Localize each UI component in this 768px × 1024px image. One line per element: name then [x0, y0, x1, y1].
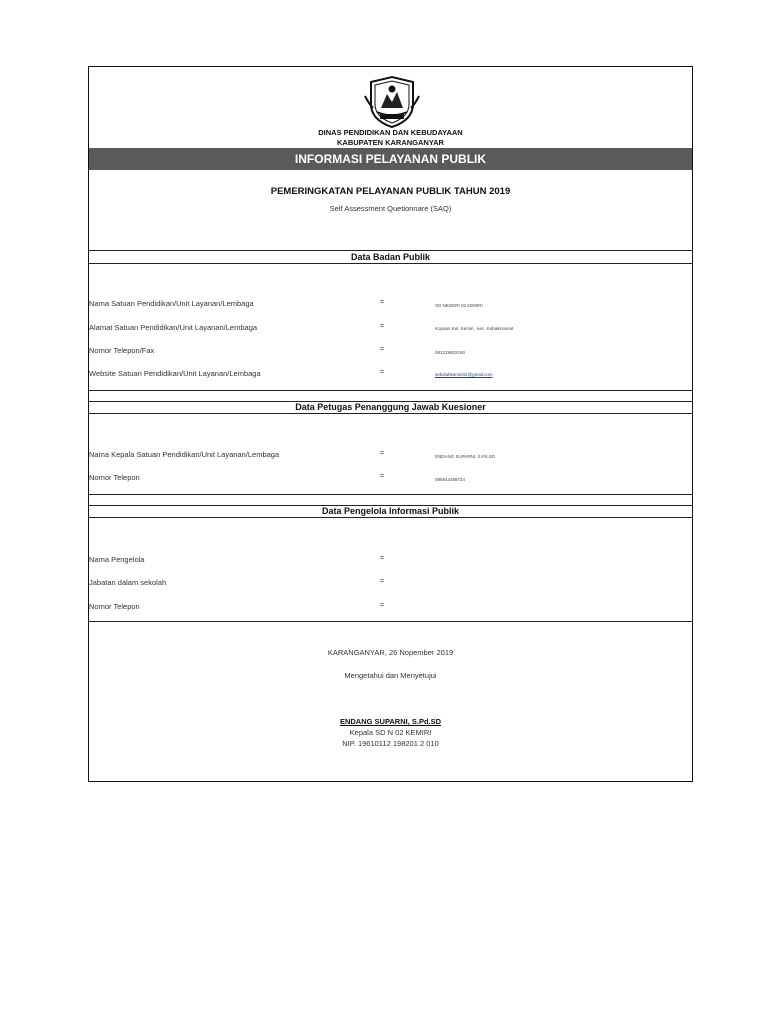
field-label-website: Website Satuan Pendidikan/Unit Layanan/Lembaga	[89, 369, 261, 378]
field-equals: =	[380, 369, 385, 376]
section-heading-petugas: Data Petugas Penanggung Jawab Kuesioner	[295, 402, 486, 412]
field-label-alamat: Alamat Satuan Pendidikan/Unit Layanan/Lembaga	[89, 323, 258, 332]
field-equals: =	[380, 299, 385, 306]
field-equals: =	[380, 450, 385, 457]
field-equals: =	[380, 602, 385, 609]
section-heading-pengelola: Data Pengelola Informasi Publik	[321, 506, 460, 516]
field-value-nama-satuan: SD NEGERI 02 KEMIRI	[435, 303, 483, 308]
field-value-telepon-fax: 081229802190	[435, 350, 466, 355]
banner-title: INFORMASI PELAYANAN PUBLIK	[89, 148, 692, 170]
field-label-nama-kepala: Nama Kepala Satuan Pendidikan/Unit Layanan/Lembaga	[89, 450, 280, 459]
org-line-1: DINAS PENDIDIKAN DAN KEBUDAYAAN	[318, 128, 463, 137]
divider	[89, 390, 692, 391]
document-sheet	[88, 66, 693, 782]
field-equals: =	[380, 323, 385, 330]
field-equals: =	[380, 473, 385, 480]
place-date: KARANGANYAR, 26 Nopember 2019	[327, 648, 454, 657]
field-label-nama-pengelola: Nama Pengelola	[89, 555, 145, 564]
approval-text: Mengetahui dan Menyetujui	[344, 671, 437, 680]
divider	[89, 517, 692, 518]
signatory-position: Kepala SD N 02 KEMIRI	[349, 728, 432, 737]
field-label-nama-satuan: Nama Satuan Pendidikan/Unit Layanan/Lembaga	[89, 299, 254, 308]
divider	[89, 250, 692, 251]
field-value-telepon-petugas: 085642488724	[435, 477, 466, 482]
field-label-telepon-pengelola: Nomor Telepon	[89, 602, 140, 611]
field-label-telepon-fax: Nomor Telepon/Fax	[89, 346, 155, 355]
page-subtitle: Self Assessment Quetionnare (SAQ)	[329, 204, 452, 213]
field-equals: =	[380, 346, 385, 353]
field-value-alamat: Kopaan,Kel. Kemiri , kec. Kebakkramat	[435, 326, 514, 331]
divider	[89, 413, 692, 414]
signatory-nip: NIP. 19610112 198201 2 010	[342, 739, 439, 748]
org-line-2: KABUPATEN KARANGANYAR	[337, 138, 444, 147]
field-value-website-link[interactable]: sekolahkemiri02@gmail.com	[435, 372, 493, 377]
divider	[89, 263, 692, 264]
section-heading-badan-publik: Data Badan Publik	[350, 252, 431, 262]
signatory-name: ENDANG SUPARNI, S.Pd.SD	[339, 717, 442, 726]
divider	[89, 494, 692, 495]
karanganyar-crest-icon	[363, 74, 421, 130]
field-label-jabatan: Jabatan dalam sekolah	[89, 578, 167, 587]
field-equals: =	[380, 555, 385, 562]
field-label-telepon-petugas: Nomor Telepon	[89, 473, 140, 482]
field-equals: =	[380, 578, 385, 585]
field-value-nama-kepala: ENDANG SUPARNI, S.Pd.SD	[435, 454, 495, 459]
divider	[89, 621, 692, 622]
page-title: PEMERINGKATAN PELAYANAN PUBLIK TAHUN 2019	[270, 186, 511, 197]
